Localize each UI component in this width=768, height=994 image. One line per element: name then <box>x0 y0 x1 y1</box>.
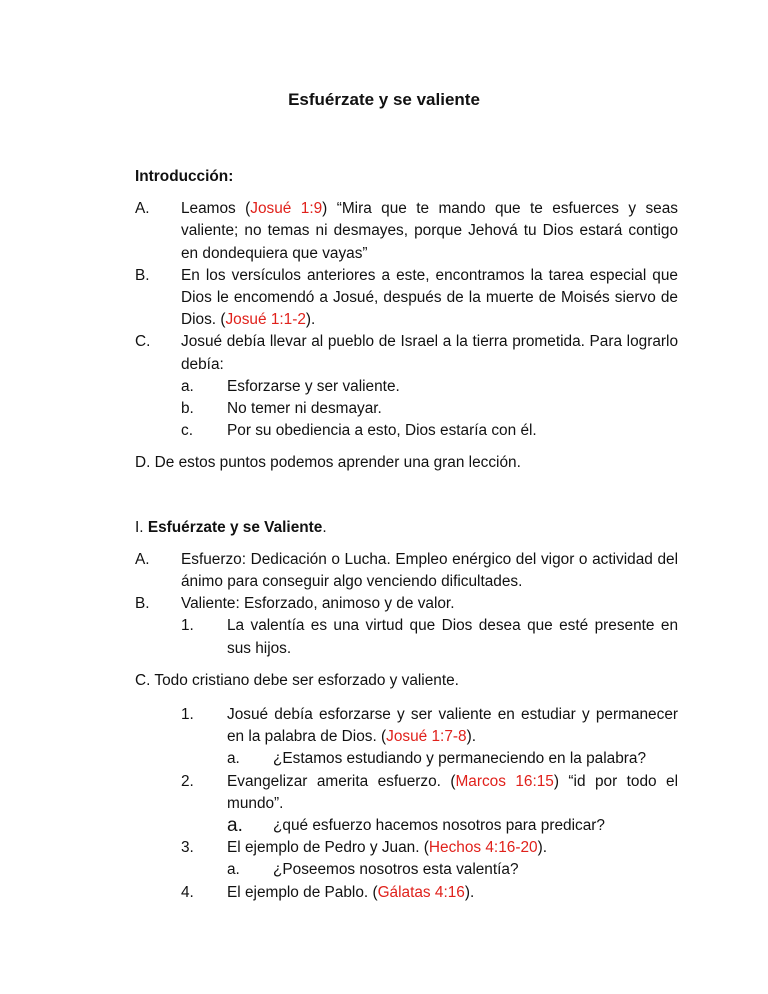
list-item-4 <box>181 882 678 904</box>
item-label: A. <box>135 550 150 568</box>
subitem-label: 1. <box>181 617 194 635</box>
section-subitem-1 <box>181 615 678 659</box>
page-title: Esfuérzate y se valiente <box>288 90 480 109</box>
document-body <box>135 166 678 904</box>
subitem-label: c. <box>181 422 193 440</box>
subitem-label: a. <box>181 377 194 395</box>
list-subitem-2a <box>227 815 678 837</box>
item-label: C. <box>135 333 151 351</box>
scripture-reference: Marcos 16:15 <box>455 772 554 790</box>
intro-item-a <box>135 198 678 265</box>
subitem-text: ¿Estamos estudiando y permaneciendo en la palabra? <box>273 750 647 768</box>
list-subitem-1a <box>227 748 678 770</box>
subitem-text: ¿Poseemos nosotros esta valentía? <box>273 861 519 879</box>
intro-item-c <box>135 331 678 375</box>
item-text: Josué debía esforzarse y ser valiente en estudiar y permanecer en la palabra de Dios. (Josué 1:7-8). <box>227 706 678 746</box>
subitem-label: b. <box>181 400 194 418</box>
item-text: Leamos (Josué 1:9) “Mira que te mando que te esfuerces y seas valiente; no temas ni desmayes, porque Jehová tu Dios estará contigo en dondequiera que vayas” <box>181 200 678 262</box>
item-text: Esfuerzo: Dedicación o Lucha. Empleo enérgico del vigor o actividad del ánimo para conseguir algo venciendo dificultades. <box>181 550 678 591</box>
section-c-line: C. Todo cristiano debe ser esforzado y valiente. <box>135 671 459 689</box>
scripture-reference: Hechos 4:16-20 <box>428 839 538 857</box>
subitem-label: a. <box>227 815 243 837</box>
intro-closing: D. De estos puntos podemos aprender una gran lección. <box>135 454 521 472</box>
item-text: Josué debía llevar al pueblo de Israel a la tierra prometida. Para lograrlo debía: <box>181 333 678 373</box>
item-text: En los versículos anteriores a este, encontramos la tarea especial que Dios le encomendó a Josué, después de la muerte de Moisés siervo de Dios. (Josué 1:1-2). <box>181 266 678 329</box>
intro-item-b <box>135 265 678 332</box>
subitem-label: a. <box>227 750 240 768</box>
subitem-text: La valentía es una virtud que Dios desea que esté presente en sus hijos. <box>227 617 678 657</box>
item-text: Valiente: Esforzado, animoso y de valor. <box>181 595 455 613</box>
intro-subitem-b <box>181 398 678 420</box>
subitem-text: ¿qué esfuerzo hacemos nosotros para predicar? <box>273 817 605 835</box>
scripture-reference: Gálatas 4:16 <box>377 883 465 901</box>
item-label: 1. <box>181 706 194 724</box>
section-heading: I. Esfuérzate y se Valiente. <box>135 518 327 536</box>
section-heading-bold: Esfuérzate y se Valiente <box>147 518 323 536</box>
item-label: B. <box>135 595 150 613</box>
section-item-b <box>135 593 678 615</box>
scripture-reference: Josué 1:1-2 <box>225 311 306 329</box>
item-label: 2. <box>181 772 194 790</box>
item-label: 4. <box>181 883 194 901</box>
list-subitem-3a <box>227 859 678 881</box>
subitem-text: No temer ni desmayar. <box>227 400 382 418</box>
subitem-text: Por su obediencia a esto, Dios estaría con él. <box>227 422 537 440</box>
scripture-reference: Josué 1:7-8 <box>386 728 467 746</box>
item-label: B. <box>135 266 150 284</box>
list-item-1 <box>181 704 678 748</box>
intro-subitem-a <box>181 376 678 398</box>
item-text: Evangelizar amerita esfuerzo. (Marcos 16:15) “id por todo el mundo”. <box>227 772 679 812</box>
list-item-2 <box>181 771 678 815</box>
intro-subitem-c <box>181 420 678 442</box>
item-label: A. <box>135 200 150 218</box>
subitem-text: Esforzarse y ser valiente. <box>227 377 400 395</box>
section-item-a <box>135 549 678 593</box>
intro-heading: Introducción: <box>135 168 234 185</box>
item-text: El ejemplo de Pablo. (Gálatas 4:16). <box>227 883 475 901</box>
item-text: El ejemplo de Pedro y Juan. (Hechos 4:16-20). <box>227 839 547 857</box>
subitem-label: a. <box>227 861 240 879</box>
item-label: 3. <box>181 839 194 857</box>
list-item-3 <box>181 837 678 859</box>
scripture-reference: Josué 1:9 <box>250 200 323 218</box>
